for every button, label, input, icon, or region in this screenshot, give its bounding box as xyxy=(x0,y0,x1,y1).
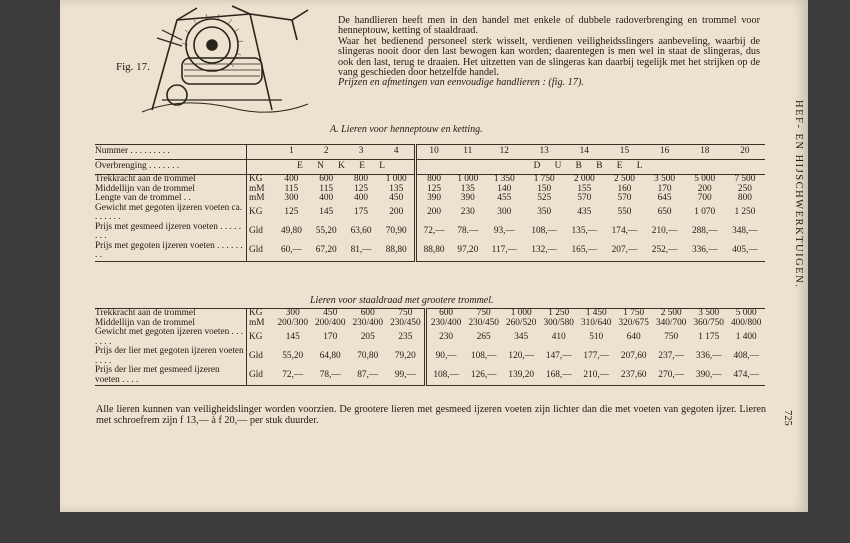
table-a-caption xyxy=(330,124,483,135)
table-row xyxy=(95,223,765,242)
row-value: 400 xyxy=(354,193,368,203)
row-label: Middellijn van de trommel xyxy=(95,317,195,328)
row-value: 5 000 xyxy=(727,309,765,319)
row-value: 90,— xyxy=(426,347,465,366)
type-enkel: E N K E L xyxy=(274,160,416,175)
row-value: 230/450 xyxy=(390,317,421,328)
row-value: 235 xyxy=(398,331,413,342)
row-value: 750 xyxy=(465,309,503,319)
row-label: Prijs der lier met gesmeed ijzeren voeten . . . . xyxy=(95,365,220,385)
header-number: 2 xyxy=(309,145,344,160)
table-b-grid xyxy=(95,308,765,387)
figure-label: Fig. 17. xyxy=(116,61,150,73)
winch-illustration xyxy=(122,0,312,120)
row-value: 237,60 xyxy=(620,369,647,380)
row-value: 300/580 xyxy=(543,317,574,328)
table-row xyxy=(95,175,765,185)
row-value: 135 xyxy=(460,183,475,194)
table-row xyxy=(95,366,765,386)
row-value: 115 xyxy=(284,183,299,194)
row-value: 160 xyxy=(617,183,632,194)
row-value: 63,60 xyxy=(350,226,372,237)
row-value: 390,— xyxy=(695,369,722,380)
row-value: 165,— xyxy=(571,245,598,256)
row-value: 72,— xyxy=(416,223,452,242)
row-value: 147,— xyxy=(545,350,572,361)
row-unit: Gld xyxy=(247,366,275,386)
header-number: 18 xyxy=(685,145,725,160)
row-value: 1 750 xyxy=(615,309,653,319)
header-number: 11 xyxy=(451,145,484,160)
row-value: 405,— xyxy=(732,245,758,256)
row-value: 750 xyxy=(664,331,679,342)
header-unit xyxy=(247,145,275,160)
table-hemp-chain xyxy=(95,144,765,292)
row-unit: KG xyxy=(247,328,275,347)
row-value: 87,— xyxy=(357,369,379,380)
row-value: 265 xyxy=(476,331,491,342)
row-value: 800 xyxy=(344,175,379,185)
header-number: 3 xyxy=(344,145,379,160)
row-value: 640 xyxy=(626,331,641,342)
row-value: 97,20 xyxy=(457,245,479,256)
row-value: 336,— xyxy=(695,350,722,361)
row-value: 250 xyxy=(737,183,752,194)
header-number: 20 xyxy=(725,145,765,160)
row-value: 1 450 xyxy=(577,309,615,319)
header-number: 4 xyxy=(378,145,415,160)
row-value: 108,— xyxy=(426,366,465,386)
row-value: 78.— xyxy=(457,226,479,237)
row-value: 230/450 xyxy=(468,317,499,328)
row-value: 145 xyxy=(285,331,300,342)
row-value: 600 xyxy=(426,309,465,319)
table-row xyxy=(95,204,765,223)
row-value: 750 xyxy=(387,309,426,319)
row-value: 174,— xyxy=(611,226,638,237)
row-value: 55,20 xyxy=(282,350,304,361)
row-value: 125 xyxy=(284,207,299,218)
row-value: 288,— xyxy=(691,226,718,237)
row-value: 200/400 xyxy=(315,317,346,328)
row-value: 200 xyxy=(389,207,404,218)
row-value: 360/750 xyxy=(693,317,724,328)
row-value: 570 xyxy=(617,193,632,203)
intro-paragraph-1: De handlieren heeft men in den handel met enkele of dubbele radoverbrenging en trommel voor henneptouw, ketting of staaldraad. xyxy=(338,15,760,37)
row-value: 455 xyxy=(497,193,512,203)
row-value: 70,90 xyxy=(385,226,407,237)
table-bottom-rule xyxy=(95,386,765,388)
row-value: 55,20 xyxy=(315,226,337,237)
row-value: 340/700 xyxy=(655,317,687,328)
row-value: 525 xyxy=(537,193,552,203)
row-value: 435 xyxy=(577,207,592,218)
header-number: 13 xyxy=(524,145,564,160)
intro-text xyxy=(338,16,760,89)
row-value: 168,— xyxy=(545,369,572,380)
type-dubbel: D U B B E L xyxy=(416,160,765,175)
row-value: 400/800 xyxy=(730,317,762,328)
row-value: 320/675 xyxy=(618,317,649,328)
row-label: Gewicht met gegoten ijzeren voeten ca. . . . . . . xyxy=(95,202,243,222)
header-number: 15 xyxy=(604,145,644,160)
row-value: 1 000 xyxy=(451,175,484,185)
row-value: 120,— xyxy=(508,350,534,361)
row-value: 1 750 xyxy=(524,175,564,185)
row-value: 2 500 xyxy=(604,175,644,185)
table-a-caption-text: A. Lieren voor henneptouw en ketting. xyxy=(330,124,483,135)
row-value: 1 400 xyxy=(735,331,757,342)
row-value: 210,— xyxy=(583,369,609,380)
row-value: 300 xyxy=(284,193,299,203)
row-value: 79,20 xyxy=(394,350,416,361)
row-unit: KG xyxy=(247,309,275,319)
row-unit: Gld xyxy=(247,242,275,262)
intro-paragraph-2: Waar het bedienend personeel sterk wisselt, verdienen veiligheidsslingers aanbeveling, waarbij de slingeras nooit door den last bewogen kan worden; daarentegen is men wel in staat de slingeras, dus ook den last, terug te draaien. Het uitzetten van de slingeras kan daarbij tegelijk met het strijken op de vang geschieden door hetzelfde handel. xyxy=(338,35,760,79)
row-value: 1 350 xyxy=(484,175,524,185)
row-value: 200 xyxy=(697,183,712,194)
row-value: 150 xyxy=(537,183,552,194)
row-value: 49,80 xyxy=(280,226,302,237)
row-value: 390 xyxy=(416,194,452,204)
row-value: 67,20 xyxy=(315,245,337,256)
row-value: 117,— xyxy=(491,245,517,256)
row-value: 132,— xyxy=(531,245,557,256)
row-value: 155 xyxy=(577,183,592,194)
row-value: 205 xyxy=(360,331,375,342)
intro-paragraph-3: Prijzen en afmetingen van eenvoudige handlieren : (fig. 17). xyxy=(338,77,584,89)
table-a-grid xyxy=(95,144,765,263)
row-value: 125 xyxy=(354,183,368,194)
row-value: 64,80 xyxy=(319,350,341,361)
row-label: Trekkracht aan de trommel xyxy=(95,309,247,319)
row-value: 207,— xyxy=(611,245,638,256)
row-value: 93,— xyxy=(493,226,515,237)
row-value: 108,— xyxy=(470,350,497,361)
footnote: Alle lieren kunnen van veiligheidslinger worden voorzien. De grootere lieren met gesmeed ijzeren voeten zijn lichter dan die met voeten van gegoten ijzer. Lieren met schroefrem zijn f 13,— à f 20,— per stuk duurder. xyxy=(96,404,766,426)
row-value: 170 xyxy=(657,183,672,194)
row-label: Prijs met gesmeed ijzeren voeten . . . . . . . . xyxy=(95,221,242,241)
row-value: 210,— xyxy=(651,226,678,237)
row-value: 200/300 xyxy=(277,317,308,328)
table-row xyxy=(95,242,765,262)
row-value: 1 175 xyxy=(698,331,720,342)
row-value: 408,— xyxy=(733,350,760,361)
row-value: 139,20 xyxy=(508,369,534,380)
side-heading: HEF- EN HIJSCHWERKTUIGEN. xyxy=(793,100,804,289)
row-value: 410 xyxy=(551,331,566,342)
header-label: Nummer . . . . . . . . . xyxy=(95,145,247,160)
row-value: 135 xyxy=(389,183,404,194)
row-value: 60,— xyxy=(280,245,302,256)
row-value: 230/400 xyxy=(426,319,465,329)
row-value: 350 xyxy=(537,207,552,218)
row-value: 81,— xyxy=(350,245,372,256)
row-value: 135,— xyxy=(571,226,598,237)
row-value: 230/400 xyxy=(352,317,383,328)
table-bottom-rule xyxy=(95,261,765,263)
row-label: Gewicht met gegoten ijzeren voeten . . . . . . . xyxy=(95,327,244,347)
row-value: 145 xyxy=(319,207,334,218)
row-value: 200 xyxy=(416,204,452,223)
page-number: 725 xyxy=(782,410,793,426)
row-value: 1 250 xyxy=(540,309,578,319)
row-value: 126,— xyxy=(470,369,497,380)
row-value: 88,80 xyxy=(416,242,452,262)
row-value: 78,— xyxy=(319,369,341,380)
table-steel-wire xyxy=(95,308,765,387)
row-value: 645 xyxy=(657,193,672,203)
row-value: 570 xyxy=(577,193,592,203)
row-value: 2 000 xyxy=(564,175,604,185)
row-value: 88,80 xyxy=(385,245,407,256)
row-value: 207,60 xyxy=(620,350,647,361)
row-value: 108,— xyxy=(531,226,557,237)
row-label: Middellijn van de trommel xyxy=(95,183,195,194)
row-value: 230 xyxy=(426,328,465,347)
type-label: Overbrenging . . . . . . . xyxy=(95,160,247,175)
row-value: 175 xyxy=(354,207,368,218)
type-row xyxy=(95,160,765,175)
row-value: 390 xyxy=(460,193,475,203)
row-value: 140 xyxy=(497,183,512,194)
row-value: 474,— xyxy=(733,369,760,380)
row-value: 336,— xyxy=(691,245,718,256)
row-value: 345 xyxy=(514,331,529,342)
header-number: 16 xyxy=(645,145,685,160)
row-value: 300 xyxy=(497,207,512,218)
rule-cell xyxy=(95,261,765,263)
type-unit xyxy=(247,160,275,175)
row-value: 270,— xyxy=(658,369,684,380)
row-value: 99,— xyxy=(394,369,416,380)
header-number: 1 xyxy=(274,145,309,160)
table-b-caption: Lieren voor staaldraad met grootere trommel. xyxy=(310,295,494,306)
row-unit: mM xyxy=(247,319,275,329)
row-unit: Gld xyxy=(247,223,275,242)
row-unit: KG xyxy=(247,175,275,185)
row-value: 3 500 xyxy=(690,309,728,319)
row-value: 550 xyxy=(617,207,632,218)
row-label: Trekkracht aan de trommel xyxy=(95,175,247,185)
row-label: Lengte van de trommel . . xyxy=(95,193,191,203)
row-value: 1 000 xyxy=(502,309,540,319)
header-number: 10 xyxy=(416,145,452,160)
row-value: 400 xyxy=(319,193,334,203)
row-unit: Gld xyxy=(247,347,275,366)
header-number: 12 xyxy=(484,145,524,160)
header-number: 14 xyxy=(564,145,604,160)
row-value: 450 xyxy=(312,309,350,319)
row-value: 348,— xyxy=(732,226,758,237)
row-value: 800 xyxy=(416,175,452,185)
row-value: 1 250 xyxy=(734,207,756,218)
row-unit: mM xyxy=(247,194,275,204)
row-value: 700 xyxy=(697,193,712,203)
row-value: 3 500 xyxy=(645,175,685,185)
row-unit: KG xyxy=(247,204,275,223)
table-row xyxy=(95,328,765,347)
row-value: 1 000 xyxy=(378,175,415,185)
book-page xyxy=(60,0,808,512)
row-value: 1 070 xyxy=(694,207,716,218)
row-value: 230 xyxy=(460,207,475,218)
row-value: 600 xyxy=(349,309,387,319)
row-value: 237,— xyxy=(658,350,684,361)
row-value: 72,— xyxy=(282,369,304,380)
row-value: 400 xyxy=(274,175,309,185)
row-value: 7 500 xyxy=(725,175,765,185)
row-label: Prijs der lier met gegoten ijzeren voeten . . . . xyxy=(95,346,244,366)
row-value: 177,— xyxy=(583,350,609,361)
row-value: 300 xyxy=(274,309,312,319)
header-row xyxy=(95,145,765,160)
row-value: 252,— xyxy=(651,245,678,256)
row-value: 510 xyxy=(589,331,604,342)
row-value: 2 500 xyxy=(652,309,690,319)
row-value: 115 xyxy=(319,183,334,194)
row-label: Prijs met gegoten ijzeren voeten . . . . . . . . xyxy=(95,240,243,260)
row-value: 170 xyxy=(323,331,338,342)
row-value: 800 xyxy=(737,193,752,203)
row-value: 125 xyxy=(416,185,452,195)
rule-cell xyxy=(95,386,765,388)
row-value: 650 xyxy=(657,207,672,218)
row-value: 260/520 xyxy=(505,317,537,328)
row-value: 450 xyxy=(389,193,404,203)
row-unit: mM xyxy=(247,185,275,195)
row-value: 600 xyxy=(309,175,344,185)
table-row xyxy=(95,347,765,366)
row-value: 70,80 xyxy=(357,350,379,361)
table-row xyxy=(95,309,765,319)
row-value: 5 000 xyxy=(685,175,725,185)
row-value: 310/640 xyxy=(580,317,612,328)
